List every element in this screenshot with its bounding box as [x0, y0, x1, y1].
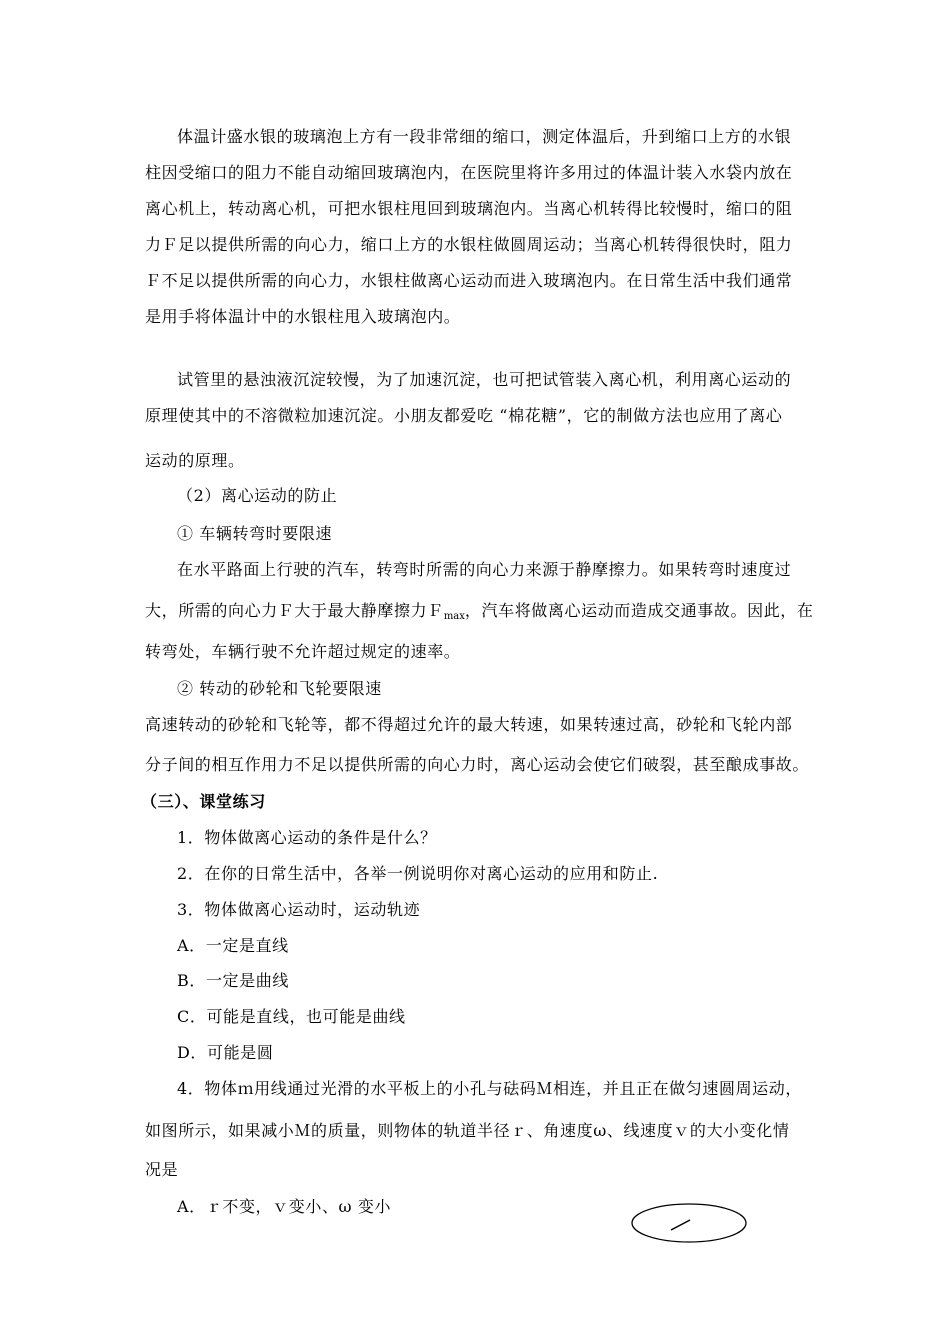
question-4-line-1: 4．物体ｍ用线通过光滑的水平板上的小孔与砝码Ｍ相连，并且正在做匀速圆周运动，: [177, 1079, 802, 1098]
exercise-heading: （三）、课堂练习: [141, 792, 266, 811]
item-2-heading: ② 转动的砂轮和飞轮要限速: [177, 679, 382, 698]
item-1-text-line-1: 在水平路面上行驶的汽车，转弯时所需的向心力来源于静摩擦力。如果转弯时速度过: [177, 560, 792, 579]
item-1-text-line-2-after: ，汽车将做离心运动而造成交通事故。因此，在: [464, 601, 814, 620]
item-1-heading: ① 车辆转弯时要限速: [177, 524, 333, 543]
paragraph-1-line-4: 力Ｆ足以提供所需的向心力，缩口上方的水银柱做圆周运动；当离心机转得很快时，阻力: [145, 235, 793, 254]
question-3-option-d: D．可能是圆: [177, 1043, 274, 1062]
radius-line: [671, 1220, 690, 1230]
question-1: 1．物体做离心运动的条件是什么？: [177, 828, 437, 847]
item-1-text-line-2: [145, 601, 814, 627]
question-3: 3．物体做离心运动时，运动轨迹: [177, 900, 421, 919]
paragraph-2-line-3: 运动的原理。: [145, 451, 245, 470]
paragraph-2-line-2: 原理使其中的不溶微粒加速沉淀。小朋友都爱吃 “棉花糖”，它的制做方法也应用了离心: [145, 406, 783, 425]
paragraph-1-line-6: 是用手将体温计中的水银柱甩入玻璃泡内。: [145, 307, 461, 326]
paragraph-2-line-1: 试管里的悬浊液沉淀较慢，为了加速沉淀，也可把试管装入离心机，利用离心运动的: [177, 370, 792, 389]
paragraph-1-line-1: 体温计盛水银的玻璃泡上方有一段非常细的缩口，测定体温后，升到缩口上方的水银: [177, 127, 792, 146]
question-3-option-b: B．一定是曲线: [177, 971, 289, 990]
item-2-text-line-2: 分子间的相互作用力不足以提供所需的向心力时，离心运动会使它们破裂，甚至酿成事故。: [145, 755, 810, 774]
question-2: 2．在你的日常生活中，各举一例说明你对离心运动的应用和防止.: [177, 864, 659, 883]
item-1-text-line-2-before: 大，所需的向心力Ｆ大于最大静摩擦力Ｆ: [145, 601, 444, 620]
item-1-text-line-3: 转弯处，车辆行驶不允许超过规定的速率。: [145, 642, 461, 661]
orbit-ellipse: [632, 1204, 746, 1242]
paragraph-1-line-3: 离心机上，转动离心机，可把水银柱甩回到玻璃泡内。当离心机转得比较慢时，缩口的阻: [145, 199, 793, 218]
question-4-option-a: A．ｒ不变，ｖ变小、ω 变小: [177, 1197, 392, 1216]
section-heading: （2）离心运动的防止: [177, 486, 338, 505]
item-2-text-line-1: 高速转动的砂轮和飞轮等，都不得超过允许的最大转速，如果转速过高，砂轮和飞轮内部: [145, 715, 793, 734]
paragraph-1-line-2: 柱因受缩口的阻力不能自动缩回玻璃泡内，在医院里将许多用过的体温计装入水袋内放在: [145, 163, 793, 182]
question-3-option-c: C．可能是直线，也可能是曲线: [177, 1007, 406, 1026]
question-4-line-3: 况是: [145, 1160, 179, 1179]
paragraph-1-line-5: Ｆ不足以提供所需的向心力，水银柱做离心运动而进入玻璃泡内。在日常生活中我们通常: [145, 271, 793, 290]
question-3-option-a: A．一定是直线: [177, 936, 289, 955]
orbit-figure: [630, 1202, 748, 1244]
question-4-line-2: 如图所示，如果减小Ｍ的质量，则物体的轨道半径ｒ、角速度ω、线速度ｖ的大小变化情: [145, 1121, 790, 1140]
fmax-subscript: max: [443, 611, 465, 622]
